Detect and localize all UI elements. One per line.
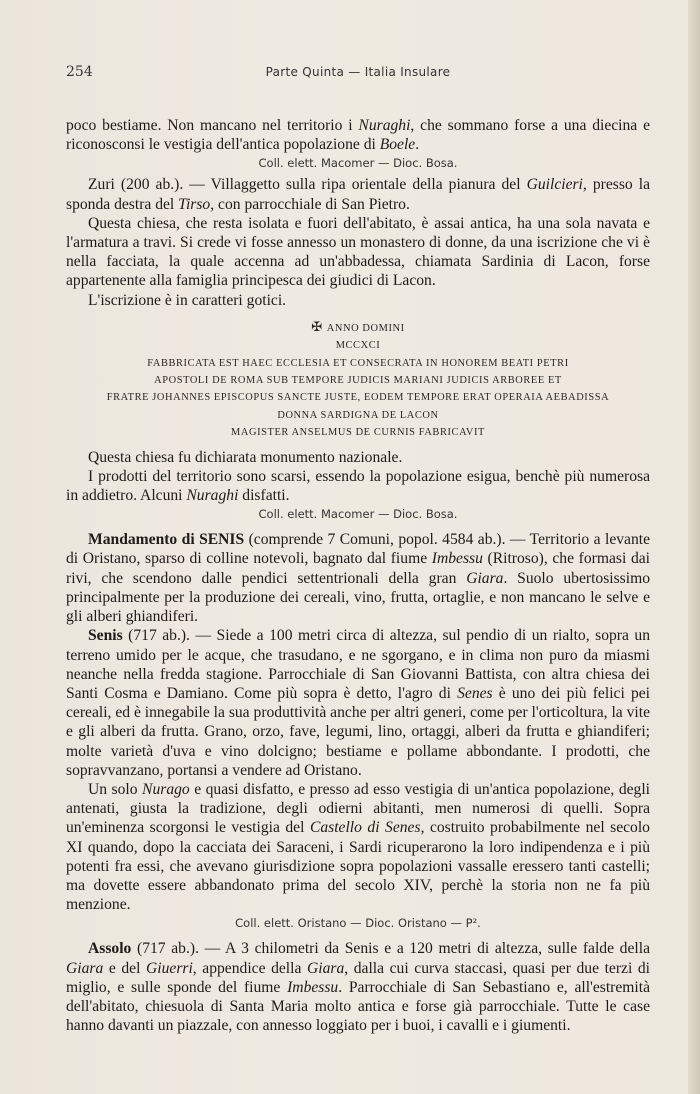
entry-mandamento-senis: Mandamento di SENIS (comprende 7 Comuni, popol. 4584 ab.). — Territorio a levante di Oristano, sparso di colline notevoli, bagnato dal fiume Imbessu (Ritroso), che formasi dai rivi, che scendono dalle pendici settentrionali della gran Giara. Suolo ubertosissimo principalmente per la produzione dei cereali, vino, frutta, ortaglie, e non mancano le selve e gli alberi ghiandiferi. [66,531,651,626]
paragraph-chiesa-zuri: Questa chiesa, che resta isolata e fuori dell'abitato, è assai antica, ha una sola navata e l'armatura a travi. Si crede vi fosse annesso un monastero di donne, da una iscrizione che vi è nella facciata, la quale accenna ad un'abbadessa, chiamata Sardinia di Lacon, forse appartenente alla famiglia principesca dei giudici di Lacon. [66,214,650,290]
gothic-inscription [66,318,650,442]
citation-macomer-bosa-2: Coll. elett. Macomer — Dioc. Bosa. [258,507,458,522]
inscription-line: ✠ ANNO DOMINI [311,318,405,334]
running-title: Parte Quinta — Italia Insulare [265,65,451,79]
paragraph-monumento: Questa chiesa fu dichiarata monumento nazionale. [88,448,403,466]
page-number: 254 [66,64,93,80]
paragraph-nuraghi-boele: poco bestiame. Non mancano nel territorio i Nuraghi, che sommano forse a una diecina e riconosconsi le vestigia dell'antica popolazione di Boele. [66,117,650,154]
inscription-line: MAGISTER ANSELMUS DE CURNIS FABRICAVIT [231,427,485,439]
cross-potent-icon: ✠ [311,318,323,334]
inscription-line: FRATRE JOHANNES EPISCOPUS SANCTE JUSTE, EODEM TEMPORE ERAT OPERAIA AEBADISSA [106,392,610,404]
page-edge-shadow [688,0,700,1094]
entry-assolo: Assolo (717 ab.). — A 3 chilometri da Senis e a 120 metri di altezza, sulle falde della Giara e del Giuerri, appendice della Giara, dalla cui curva staccasi, quasi per due terzi di miglio, e sulle sponde del fiume Imbessu. Parrocchiale di San Sebastiano e, all'estremità dell'abitato, chiesuola di Santa Maria molto antica e forse già parrocchiale. Tutte le case hanno davanti un piazzale, con annesso loggiato per i buoi, i cavalli e i giumenti. [66,940,650,1035]
paragraph-prodotti-zuri: I prodotti del territorio sono scarsi, essendo la popolazione esigua, benchè più numerosa in addietro. Alcuni Nuraghi disfatti. [66,467,650,505]
inscription-line: DONNA SARDIGNA DE LACON [277,409,439,421]
entry-zuri: Zuri (200 ab.). — Villaggetto sulla ripa orientale della pianura del Guilcieri, presso la sponda destra del Tirso, con parrocchiale di San Pietro. [66,176,651,213]
page-header [66,64,650,84]
paragraph-iscrizione: L'iscrizione è in caratteri gotici. [88,291,287,309]
entry-senis: Senis (717 ab.). — Siede a 100 metri circa di altezza, sul pendio di un rialto, sopra un terreno umido per le acque, che trasudano, e ne sgorgano, e in clima non puro da miasmi neanche nella fredda stagione. Parrocchiale di San Giovanni Battista, con altra chiesa dei Santi Cosma e Damiano. Come più sopra è detto, l'agro di Senes è uno dei più felici pei cereali, ed è innegabile la sua produttività anche per altri generi, come per l'orticoltura, la vite e gli alberi da frutta. Grano, orzo, fave, legumi, lino, ortaggi, alberi da frutta e ghiandiferi; molte varietà d'uva e vino dolcigno; bestiame e pollame abbondante. I prodotti, che sopravvanzano, portansi a vendere ad Oristano. [66,627,650,779]
citation-oristano: Coll. elett. Oristano — Dioc. Oristano — P². [235,916,481,931]
citation-macomer-bosa-1: Coll. elett. Macomer — Dioc. Bosa. [258,156,458,171]
paragraph-nurago-castello: Un solo Nurago e quasi disfatto, e presso ad esso vestigia di un'antica popolazione, degli antenati, giusta la tradizione, degli odierni abitanti, men numerosi di quelli. Sopra un'eminenza scorgonsi le vestigia del Castello di Senes, costruito probabilmente nel secolo XI quando, dopo la cacciata dei Saraceni, i Sardi ricuperarono la loro indipendenza e i più potenti fra essi, che avevano giurisdizione sopra popolazioni vassalle eressero tanti castelli; ma dovette essere abbandonato prima del secolo XIV, perchè la storia non ne fa più menzione. [66,780,650,914]
inscription-line: APOSTOLI DE ROMA SUB TEMPORE JUDICIS MARIANI JUDICIS ARBOREE ET [154,375,562,387]
inscription-line: MCCXCI [335,340,381,352]
inscription-line: FABBRICATA EST HAEC ECCLESIA ET CONSECRATA IN HONOREM BEATI PETRI [147,357,569,369]
page-body [66,116,650,1035]
